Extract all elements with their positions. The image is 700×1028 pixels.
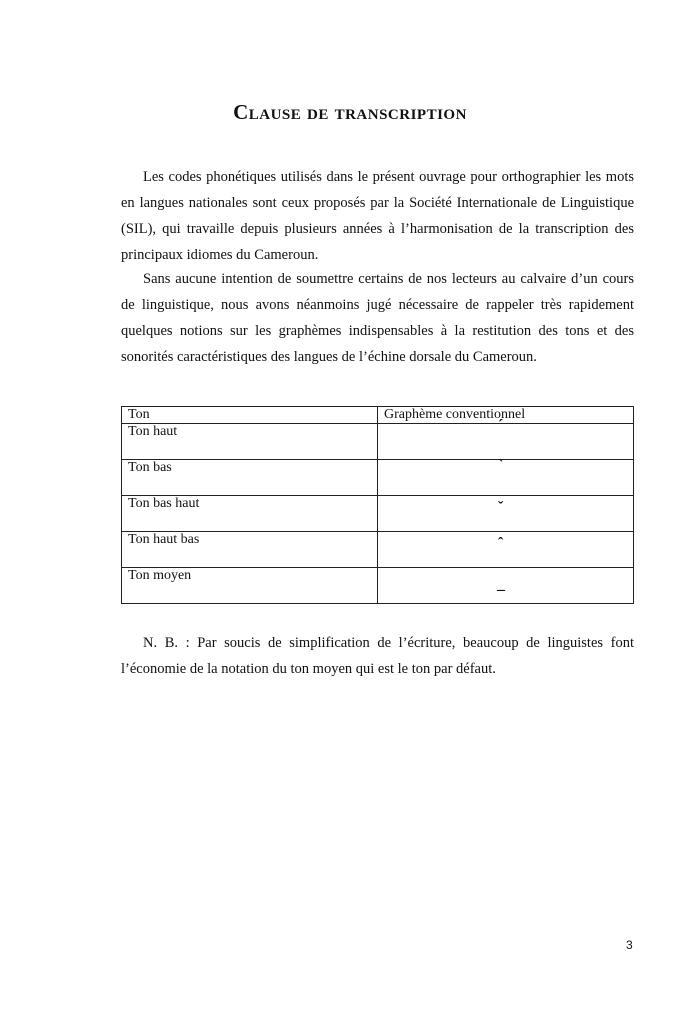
page-number: 3 bbox=[626, 938, 633, 952]
table-row bbox=[122, 496, 634, 532]
note-paragraph: N. B. : Par soucis de simplification de l’écriture, beaucoup de linguistes font l’économie de la notation du ton moyen qui est le ton par défaut. bbox=[121, 635, 634, 677]
grapheme-cell bbox=[378, 532, 634, 568]
tone-name: Ton haut bas bbox=[122, 532, 378, 568]
intro-paragraph: Les codes phonétiques utilisés dans le présent ouvrage pour orthographier les mots en langues nationales sont ceux proposés par la Société Internationale de Linguistique (SIL), qui travaille depuis plusieurs années à l’harmonisation de la transcription des principaux idiomes du Cameroun. bbox=[121, 169, 634, 263]
tone-mark-rising: ˇ bbox=[498, 499, 504, 516]
table-row bbox=[122, 460, 634, 496]
tone-mark-falling: ˆ bbox=[498, 535, 504, 552]
grapheme-cell bbox=[378, 568, 634, 604]
table-row bbox=[122, 532, 634, 568]
tone-table bbox=[121, 406, 634, 604]
notions-paragraph: Sans aucune intention de soumettre certains de nos lecteurs au calvaire d’un cours de linguistique, nous avons néanmoins jugé nécessaire de rappeler très rapidement quelques notions sur les graphèmes indispensables à la restitution des tons et des sonorités caractéristiques des langues de l’échine dorsale du Cameroun. bbox=[121, 271, 634, 365]
tone-name: Ton moyen bbox=[122, 568, 378, 604]
header-grapheme: Graphème conventionnel bbox=[378, 407, 634, 424]
tone-name: Ton bas bbox=[122, 460, 378, 496]
table-row bbox=[122, 568, 634, 604]
table-row bbox=[122, 424, 634, 460]
grapheme-cell bbox=[378, 457, 634, 496]
grapheme-cell bbox=[378, 417, 634, 460]
header-ton: Ton bbox=[122, 407, 378, 424]
tone-mark-high: ˊ bbox=[498, 417, 504, 434]
table-header-row bbox=[122, 407, 634, 424]
tone-name: Ton bas haut bbox=[122, 496, 378, 532]
grapheme-cell bbox=[378, 496, 634, 532]
tone-mark-low: ˋ bbox=[498, 457, 504, 474]
tone-mark-mid: – bbox=[497, 581, 505, 598]
tone-name: Ton haut bbox=[122, 424, 378, 460]
page-title: Clause de transcription bbox=[233, 100, 467, 124]
